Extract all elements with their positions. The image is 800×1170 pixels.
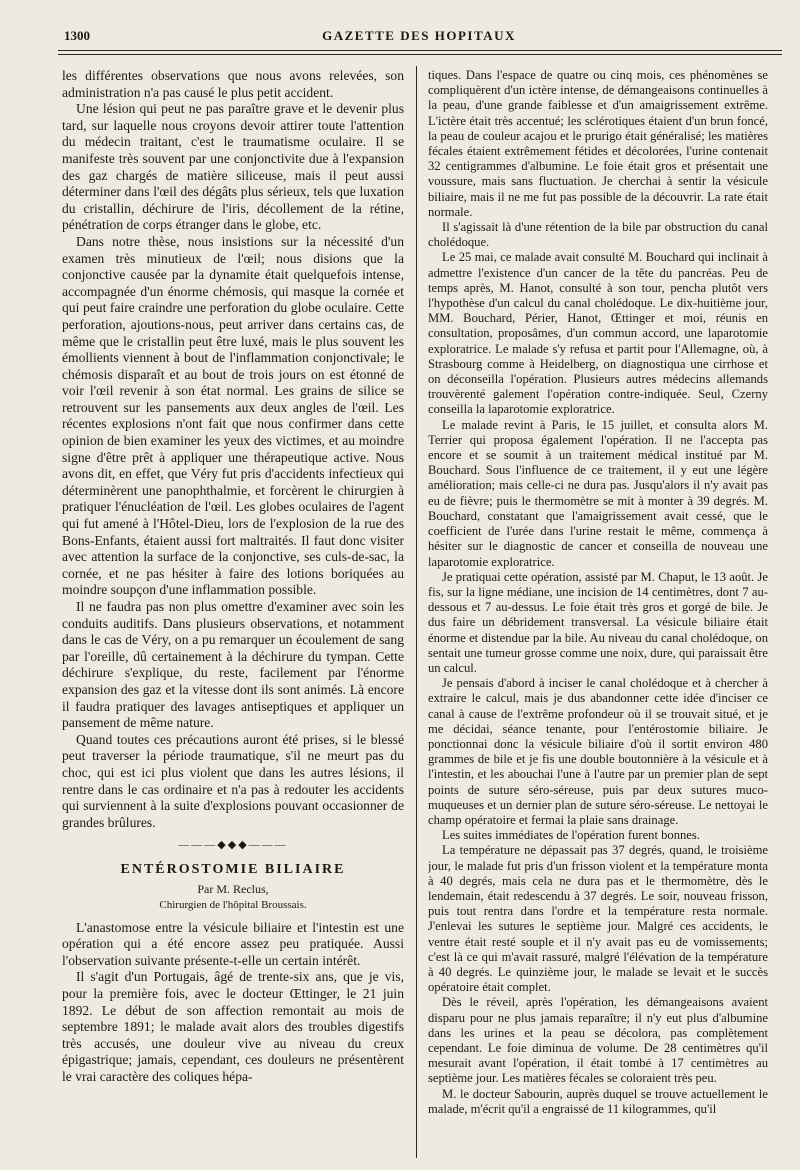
paragraph: Dès le réveil, après l'opération, les démangeaisons avaient disparu pour ne plus jamais reparaître; il n'y eut plus d'albumine dans les urines et la peau se décolora, pas complètement cependant. Le foie diminua de volume. De 28 centimètres qu'il mesurait avant l'opération, il était tombé à 17 centimètres au septième jour. Les matières fécales se coloraient très peu. xyxy=(428,995,768,1086)
paragraph: La température ne dépassait pas 37 degrés, quand, le troisième jour, le malade fut pris d'un frisson violent et la température monta à 40 degrés, mais cela ne dura pas et le thermomètre, dès le lendemain, était redescendu à 37 degrés. Le soir, nouveau frisson, puis tout rentra dans l'ordre et la température resta normale. J'enlevai les sutures le septième jour. Malgré ces accidents, le ventre était resté souple et il n'y avait pas eu de vomissements; c'est là ce qui m'avait rassuré, malgré l'élévation de la température à 40 degrés. Le quinzième jour, le malade se levait et le succès opératoire était complet. xyxy=(428,843,768,995)
paragraph: Le malade revint à Paris, le 15 juillet, et consulta alors M. Terrier qui proposa également l'opération. Il ne l'accepta pas encore et se soumit à un traitement médical institué par M. Bouchard. Sous l'influence de ce traitement, il y eut une légère amélioration; mais celle-ci ne dura pas. Jusqu'alors il n'y avait pas eu de fièvre; puis le thermomètre se mit à monter à 39 degrés. M. Bouchard, constatant que l'amaigrissement avait cessé, que le coefficient de l'urée dans l'urine restait le même, commença à hésiter sur le diagnostic de cancer et conseilla de nouveau une laparotomie exploratrice. xyxy=(428,417,768,569)
author-affiliation: Chirurgien de l'hôpital Broussais. xyxy=(159,899,307,912)
paragraph: L'anastomose entre la vésicule biliaire et l'intestin est une opération qui a été encore assez peu pratiquée. Aussi l'observation suivante présente-t-elle un certain intérêt. xyxy=(62,919,404,968)
header-rule xyxy=(58,50,782,51)
paragraph: Le 25 mai, ce malade avait consulté M. Bouchard qui inclinait à admettre l'existence d'un cancer de la tête du pancréas. Peu de temps après, M. Hanot, consulté à son tour, pencha plutôt vers l'hypothèse d'un calcul du canal cholédoque. Le dix-huitième jour, MM. Bouchard, Périer, Hanot, Œttinger et moi, réunis en consultation, proposâmes, d'un commun accord, une laparotomie exploratrice. Le malade s'y refusa et partit pour l'Allemagne, où, à Strasbourg comme à Heidelberg, on diagnostiqua une cirrhose et on déconseilla l'opération. Plusieurs autres médecins allemands trouvèrenté galement l'opération contre-indiquée. Seul, Czerny conseilla la laparotomie exploratrice. xyxy=(428,250,768,417)
paragraph: tiques. Dans l'espace de quatre ou cinq mois, ces phénomènes se compliquèrent d'un ictère intense, de démangeaisons continuelles à la peau, d'une grande faiblesse et d'un amaigrissement extrême. L'ictère était très accentué; les sclérotiques étaient d'un brun foncé, la peau de couleur acajou et le prurigo était généralisé; les matières fécales étaient extrêmement fétides et décolorées, l'urine contenait 32 centigrammes d'albumine. Le foie était gros et présentait une voussure, mais sans fluctuation. Je cherchai à sentir la vésicule biliaire, mais il ne me fut pas possible de la découvrir. La rate était normale. xyxy=(428,68,768,219)
right-column xyxy=(428,68,768,1158)
column-divider xyxy=(416,66,417,1158)
page-number: 1300 xyxy=(64,28,90,43)
paragraph: Il s'agissait là d'une rétention de la bile par obstruction du canal cholédoque. xyxy=(428,220,768,250)
running-title: GAZETTE DES HOPITAUX xyxy=(322,28,516,43)
paragraph: Il ne faudra pas non plus omettre d'examiner avec soin les conduits auditifs. Dans plusieurs observations, et notamment dans le cas de Véry, on a pu remarquer un écoulement de sang par l'oreille, dû certainement à la déchirure du tympan. Cette déchirure s'explique, du reste, facilement par l'énorme expansion des gaz et la vitesse dont ils sont animés. Là encore il faudra pratiquer des lavages antiseptiques et appliquer un pansement de même nature. xyxy=(62,599,404,731)
left-column xyxy=(62,68,404,1158)
paragraph: Quand toutes ces précautions auront été prises, si le blessé peut traverser la période traumatique, s'il ne meurt pas du choc, qui est ici plus violent que dans les autres lésions, il rentre dans le cas ordinaire et n'a pas à redouter les accidents qui surviennent à la suite d'explosions pouvant occasionner de grandes brûlures. xyxy=(62,731,404,830)
paragraph: Je pratiquai cette opération, assisté par M. Chaput, le 13 août. Je fis, sur la ligne médiane, une incision de 14 centimètres, dont 7 au-dessous et 7 au-dessus. Le foie était très gros et gorgé de bile. Je dus faire un débridement transversal. La vésicule biliaire était énorme et distendue par la bile. Au niveau du canal cholédoque, on sentait une tumeur grosse comme une noix, dure, qui paraissait être un calcul. xyxy=(428,569,768,675)
paragraph: Je pensais d'abord à inciser le canal cholédoque et à chercher à extraire le calcul, mais je dus abandonner cette idée d'inciser ce canal à cause de l'extrême profondeur où il se trouvait situé, et je me décidai, séance tenante, pour l'entérostomie biliaire. Je ponctionnai donc la vésicule biliaire d'où il sortit environ 480 grammes de bile et je fis une double boutonnière à la vésicule et à l'intestin, et les abouchai l'une à l'autre par un premier plan de sept points de suture séro-séreuse, puis par deux sutures muco-muqueuses et un dernier plan de suture séro-séreuse. Le nettoyai le champ opératoire et fermai la plaie sans drainage. xyxy=(428,676,768,827)
paragraph: Il s'agit d'un Portugais, âgé de trente-six ans, que je vis, pour la première fois, avec le docteur Œttinger, le 21 juin 1892. Le début de son affection remontait au mois de septembre 1891; le malade avait alors des troubles digestifs très accusés, une douleur vive au niveau du creux épigastrique; jamais, cependant, ces douleurs ne présentèrent le vrai caractère des coliques hépa- xyxy=(62,969,404,1085)
paragraph: les différentes observations que nous avons relevées, son administration n'a pas causé le plus petit accident. xyxy=(62,68,404,100)
paragraph: M. le docteur Sabourin, auprès duquel se trouve actuellement le malade, m'écrit qu'il a engraissé de 11 kilogrammes, qu'il xyxy=(428,1086,768,1116)
article-byline: Par M. Reclus, xyxy=(197,881,269,896)
paragraph: Les suites immédiates de l'opération furent bonnes. xyxy=(442,828,700,843)
paragraph: Dans notre thèse, nous insistions sur la nécessité d'un examen très minutieux de l'œil; nous disions que la conjonctive causée par la dynamite était quelquefois intense, accompagnée d'un énorme chémosis, qui masque la cornée et qui peut faire craindre une perforation du globe oculaire. Cette perforation, ajoutions-nous, peut arriver dans certains cas, de même que le cristallin peut être luxé, mais le plus souvent les émollients viennent à bout de l'inflammation conjonctivale; le chémosis disparaît et au bout de trois jours on est étonné de voir l'œil revenir à son état normal. Les grains de silice se retrouvent sur les pansements aux deux angles de l'œil. Les récentes explosions n'ont fait que nous confirmer dans cette opinion de bien examiner les yeux des victimes, et au moindre signe d'être prêt à appliquer une thérapeutique active. Nous avons dit, en effet, que Véry fut pris d'accidents infectieux qui déterminèrent une panophthalmie, et forcèrent le chirurgien à pratiquer l'énucléation de l'œil. Les globes oculaires de l'agent qui fut amené à l'Hôtel-Dieu, lors de l'explosion de la rue des Bons-Enfants, étaient aussi fort maltraités. Il faut donc visiter avec attention la surface de la conjonctive, ses culs-de-sac, la cornée, et ne pas hésiter à faire des lotions boriquées au moindre soupçon d'une inflammation possible. xyxy=(62,233,404,598)
paragraph: Une lésion qui peut ne pas paraître grave et le devenir plus tard, sur laquelle nous croyons devoir attirer toute l'attention du médecin traitant, c'est le traumatisme oculaire. Il se manifeste très souvent par une conjonctivite due à l'expansion des gaz chargés de matière siliceuse, mais il peut aussi déterminer dans l'œil des dégâts plus sérieux, tels que luxation du cristallin, déchirure de l'iris, décollement de la rétine, pénétration de corps étranger dans le globe, etc. xyxy=(62,101,404,233)
header-rule-double xyxy=(58,54,782,55)
article-title: ENTÉROSTOMIE BILIAIRE xyxy=(120,861,346,877)
section-separator: ———◆◆◆——— xyxy=(178,839,288,852)
page-header xyxy=(58,26,780,48)
